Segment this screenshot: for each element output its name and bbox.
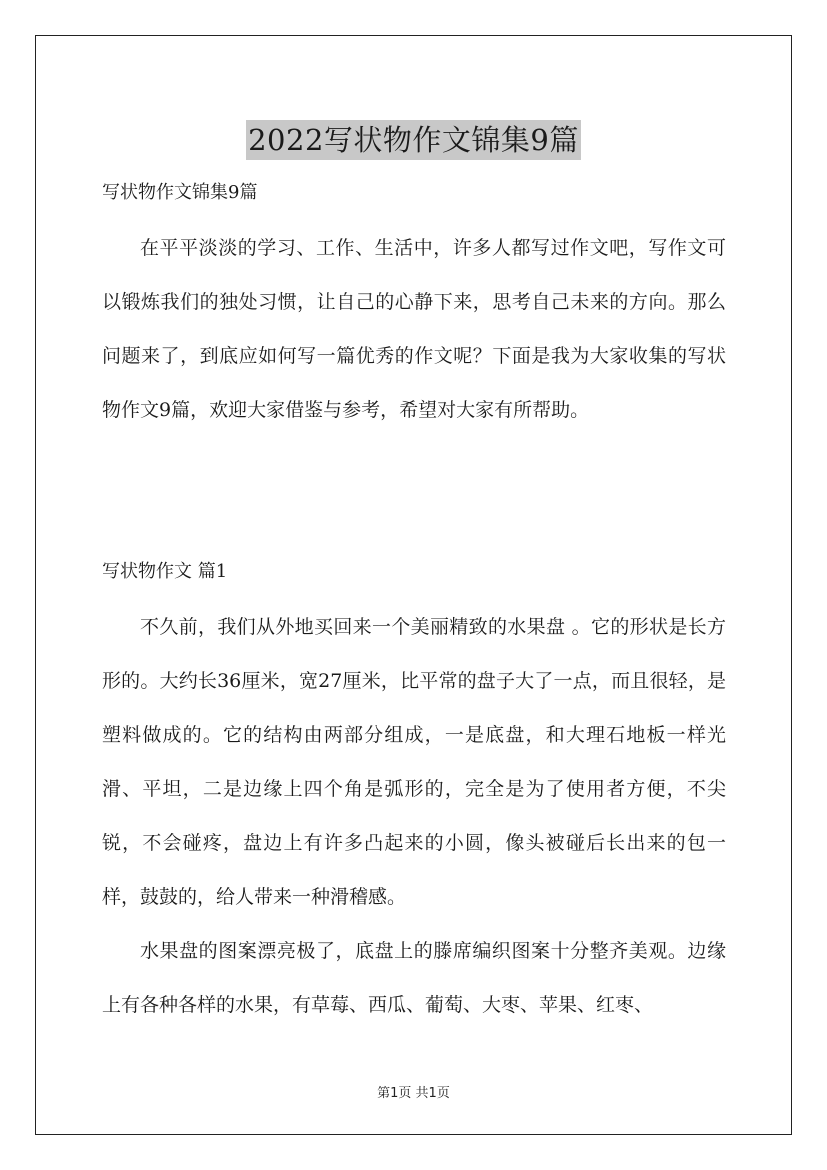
body-paragraph-2: 水果盘的图案漂亮极了，底盘上的滕席编织图案十分整齐美观。边缘上有各种各样的水果，有草莓、西瓜、葡萄、大枣、苹果、红枣、 [102, 940, 726, 1016]
section-heading: 写状物作文 篇1 [102, 561, 228, 582]
document-title: 2022写状物作文锦集9篇 [246, 120, 581, 160]
body-paragraph-1: 不久前，我们从外地买回来一个美丽精致的水果盘 。它的形状是长方形的。大约长36厘米，宽27厘米，比平常的盘子大了一点，而且很轻，是塑料做成的。它的结构由两部分组成，一是底盘，和大理石地板一样光滑、平坦，二是边缘上四个角是弧形的，完全是为了使用者方便，不尖锐，不会碰疼，盘边上有许多凸起来的小圆，像头被碰后长出来的包一样，鼓鼓的，给人带来一种滑稽感。 [102, 616, 726, 908]
title-container [0, 101, 827, 180]
document-subtitle: 写状物作文锦集9篇 [102, 182, 258, 203]
intro-paragraph: 在平平淡淡的学习、工作、生活中，许多人都写过作文吧，写作文可以锻炼我们的独处习惯，让自己的心静下来，思考自己未来的方向。那么问题来了，到底应如何写一篇优秀的作文呢？下面是我为大家收集的写状物作文9篇，欢迎大家借鉴与参考，希望对大家有所帮助。 [102, 237, 726, 421]
page-number-footer: 第1页 共1页 [377, 1086, 450, 1101]
